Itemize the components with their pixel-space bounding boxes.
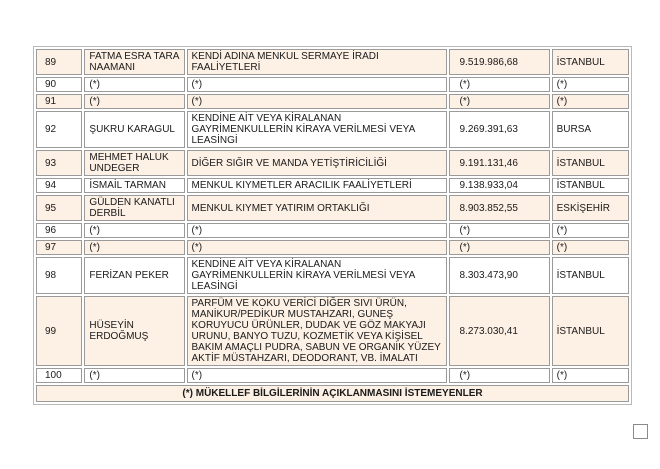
table-row bbox=[36, 77, 629, 92]
activity-cell: PARFÜM VE KOKU VERİCİ DİĞER SIVI ÜRÜN, MANİKUR/PEDİKUR MUSTAHZARI, GUNEŞ KORUYUCU ÜRÜNLER, DUDAK VE GÖZ MAKYAJI URUNU, BANYO TUZU, KOZMETİK VEYA KİŞİSEL BAKIM AMAÇLI PUDRA, SABUN VE ORGANİK YÜZEY AKTİF MÜSTAHZARI, DEODORANT, VB. İMALATI bbox=[187, 296, 447, 366]
table-row bbox=[36, 94, 629, 109]
row-number-cell: 99 bbox=[36, 296, 82, 366]
taxpayer-name-cell: (*) bbox=[84, 240, 184, 255]
taxpayer-name-cell: HÜSEYİN ERDOĞMUŞ bbox=[84, 296, 184, 366]
taxpayer-name-cell: ŞUKRU KARAGUL bbox=[84, 111, 184, 148]
row-number-cell: 97 bbox=[36, 240, 82, 255]
city-cell: (*) bbox=[552, 77, 629, 92]
taxpayer-name-cell: FATMA ESRA TARA NAAMANI bbox=[84, 49, 184, 75]
amount-cell: 9.519.986,68 bbox=[449, 49, 550, 75]
table-row bbox=[36, 223, 629, 238]
city-cell: (*) bbox=[552, 223, 629, 238]
amount-cell: 8.273.030,41 bbox=[449, 296, 550, 366]
amount-cell: 9.138.933,04 bbox=[449, 178, 550, 193]
table-row bbox=[36, 150, 629, 176]
activity-cell: DİĞER SIĞIR VE MANDA YETİŞTİRİCİLİĞİ bbox=[187, 150, 447, 176]
activity-cell: MENKUL KIYMETLER ARACILIK FAALİYETLERİ bbox=[187, 178, 447, 193]
table-row bbox=[36, 111, 629, 148]
amount-cell: 8.303.473,90 bbox=[449, 257, 550, 294]
row-number-cell: 93 bbox=[36, 150, 82, 176]
city-cell: İSTANBUL bbox=[552, 178, 629, 193]
city-cell: BURSA bbox=[552, 111, 629, 148]
activity-cell: (*) bbox=[187, 223, 447, 238]
row-number-cell: 90 bbox=[36, 77, 82, 92]
amount-cell: (*) bbox=[449, 94, 550, 109]
row-number-cell: 94 bbox=[36, 178, 82, 193]
city-cell: İSTANBUL bbox=[552, 257, 629, 294]
activity-cell: (*) bbox=[187, 77, 447, 92]
table-footer-row bbox=[36, 385, 629, 402]
table-row bbox=[36, 240, 629, 255]
amount-cell: (*) bbox=[449, 77, 550, 92]
table-body bbox=[36, 49, 629, 383]
activity-cell: KENDİNE AİT VEYA KİRALANAN GAYRİMENKULLERİN KİRAYA VERİLMESİ VEYA LEASİNGİ bbox=[187, 257, 447, 294]
taxpayer-name-cell: MEHMET HALUK UNDEGER bbox=[84, 150, 184, 176]
taxpayer-name-cell: GÜLDEN KANATLI DERBİL bbox=[84, 195, 184, 221]
amount-cell: (*) bbox=[449, 240, 550, 255]
row-number-cell: 92 bbox=[36, 111, 82, 148]
amount-cell: 8.903.852,55 bbox=[449, 195, 550, 221]
city-cell: (*) bbox=[552, 240, 629, 255]
taxpayer-table bbox=[33, 46, 632, 405]
amount-cell: 9.191.131,46 bbox=[449, 150, 550, 176]
table-row bbox=[36, 195, 629, 221]
footer-note: (*) MÜKELLEF BİLGİLERİNİN AÇIKLANMASINI İSTEMEYENLER bbox=[36, 385, 629, 402]
city-cell: ESKİŞEHİR bbox=[552, 195, 629, 221]
city-cell: (*) bbox=[552, 94, 629, 109]
activity-cell: KENDİ ADINA MENKUL SERMAYE İRADI FAALİYETLERİ bbox=[187, 49, 447, 75]
row-number-cell: 100 bbox=[36, 368, 82, 383]
row-number-cell: 96 bbox=[36, 223, 82, 238]
city-cell: İSTANBUL bbox=[552, 296, 629, 366]
taxpayer-name-cell: (*) bbox=[84, 368, 184, 383]
activity-cell: MENKUL KIYMET YATIRIM ORTAKLIĞI bbox=[187, 195, 447, 221]
taxpayer-name-cell: İSMAİL TARMAN bbox=[84, 178, 184, 193]
select-checkbox[interactable] bbox=[633, 424, 648, 439]
amount-cell: (*) bbox=[449, 223, 550, 238]
table-row bbox=[36, 178, 629, 193]
activity-cell: (*) bbox=[187, 94, 447, 109]
row-number-cell: 95 bbox=[36, 195, 82, 221]
taxpayer-name-cell: (*) bbox=[84, 223, 184, 238]
table-row bbox=[36, 368, 629, 383]
amount-cell: (*) bbox=[449, 368, 550, 383]
taxpayer-name-cell: FERİZAN PEKER bbox=[84, 257, 184, 294]
table-row bbox=[36, 257, 629, 294]
table-row bbox=[36, 49, 629, 75]
row-number-cell: 89 bbox=[36, 49, 82, 75]
activity-cell: KENDİNE AİT VEYA KİRALANAN GAYRİMENKULLERİN KİRAYA VERİLMESİ VEYA LEASİNGİ bbox=[187, 111, 447, 148]
table-row bbox=[36, 296, 629, 366]
city-cell: İSTANBUL bbox=[552, 150, 629, 176]
row-number-cell: 98 bbox=[36, 257, 82, 294]
taxpayer-name-cell: (*) bbox=[84, 94, 184, 109]
activity-cell: (*) bbox=[187, 240, 447, 255]
city-cell: İSTANBUL bbox=[552, 49, 629, 75]
activity-cell: (*) bbox=[187, 368, 447, 383]
row-number-cell: 91 bbox=[36, 94, 82, 109]
amount-cell: 9.269.391,63 bbox=[449, 111, 550, 148]
city-cell: (*) bbox=[552, 368, 629, 383]
taxpayer-name-cell: (*) bbox=[84, 77, 184, 92]
taxpayer-list bbox=[33, 46, 632, 405]
